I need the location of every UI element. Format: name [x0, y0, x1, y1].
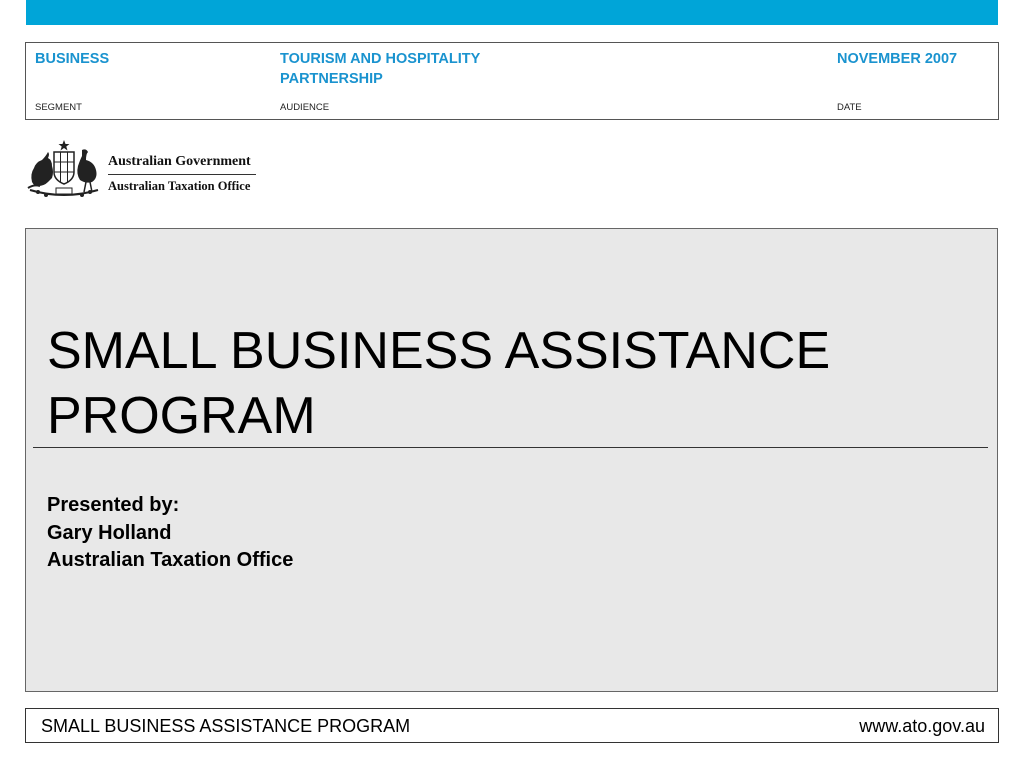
segment-field: [35, 43, 265, 119]
segment-label: SEGMENT: [35, 102, 82, 113]
title-divider: [33, 447, 988, 448]
slide-title-line2: PROGRAM: [47, 387, 316, 445]
top-accent-bar: [26, 0, 998, 25]
audience-value: [280, 49, 480, 89]
slide-info-box: [25, 42, 999, 120]
logo-agency-text: Australian Taxation Office: [108, 179, 251, 193]
slide-title: [47, 319, 977, 449]
footer-url-link[interactable]: www.ato.gov.au: [859, 716, 985, 736]
audience-value-line2: PARTNERSHIP: [280, 71, 383, 87]
date-field: [837, 43, 987, 119]
audience-value-line1: TOURISM AND HOSPITALITY: [280, 51, 481, 67]
title-panel: [25, 228, 998, 692]
date-value: NOVEMBER 2007: [837, 51, 958, 67]
footer-title: SMALL BUSINESS ASSISTANCE PROGRAM: [41, 716, 411, 736]
presenter-name: Gary Holland: [47, 521, 172, 544]
logo-divider: [108, 174, 256, 175]
coat-of-arms-icon: [24, 138, 104, 200]
audience-field: [280, 43, 680, 119]
presenter-organization: Australian Taxation Office: [47, 549, 294, 571]
slide-footer: [25, 708, 999, 743]
logo-government-text: Australian Government: [108, 154, 251, 169]
slide-title-line1: SMALL BUSINESS ASSISTANCE: [47, 322, 831, 380]
date-label: DATE: [837, 102, 862, 113]
segment-value: BUSINESS: [35, 51, 110, 67]
audience-label: AUDIENCE: [280, 102, 330, 113]
australian-government-logo: [24, 138, 260, 200]
presenter-heading: Presented by:: [47, 494, 180, 516]
presenter-block: [47, 492, 293, 575]
